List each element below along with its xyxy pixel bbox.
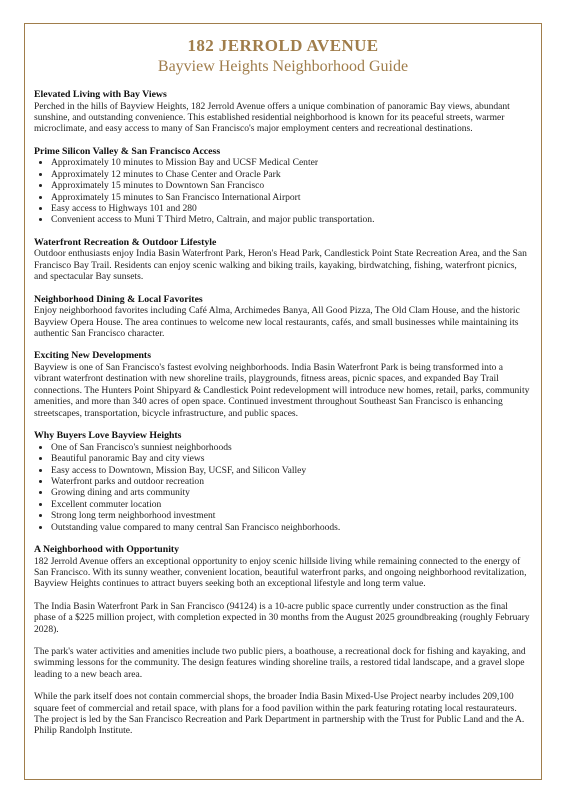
list-item: • Strong long term neighborhood investment (51, 510, 531, 521)
list-item: • Outstanding value compared to many central San Francisco neighborhoods. (51, 522, 531, 533)
list-item: • Beautiful panoramic Bay and city views (51, 453, 531, 464)
list-item: • Approximately 15 minutes to Downtown San Francisco (51, 180, 531, 191)
section-elevated-living (34, 89, 531, 135)
section-paragraph: The India Basin Waterfront Park in San Francisco (94124) is a 10-acre public space currently under construction as the final phase of a $225 million project, with completion expected in 30 months from the August 2025 groundbreaking (roughly February 2028). (34, 600, 530, 635)
list-item: • Waterfront parks and outdoor recreation (51, 476, 531, 487)
list-item: • Approximately 10 minutes to Mission Bay and UCSF Medical Center (51, 157, 531, 168)
document-content (25, 89, 541, 737)
section-developments (34, 350, 531, 419)
list-item: • Growing dining and arts community (51, 487, 531, 498)
section-paragraph: While the park itself does not contain commercial shops, the broader India Basin Mixed-Use Project nearby includes 209,100 square feet of commercial and retail space, with plans for a food pavilion within the park featuring rotating local restaurateurs. The project is led by the San Francisco Recreation and Park Department in partnership with the Trust for Public Land and the A. Philip Randolph Institute. (34, 691, 525, 737)
document-subtitle: Bayview Heights Neighborhood Guide (157, 58, 409, 75)
section-heading: Waterfront Recreation & Outdoor Lifestyle (34, 236, 217, 248)
section-waterfront-recreation (34, 237, 531, 283)
section-heading: Prime Silicon Valley & San Francisco Access (34, 145, 221, 157)
section-heading: Exciting New Developments (34, 350, 152, 362)
section-paragraph: Outdoor enthusiasts enjoy India Basin Waterfront Park, Heron's Head Park, Candlestick Point State Recreation Area, and the San Francisco Bay Trail. Residents can enjoy scenic walking and biking trails, kayaking, birdwatching, fishing, waterfront picnics, and spectacular Bay sunsets. (34, 248, 527, 283)
access-list (34, 157, 531, 225)
document-header (25, 36, 541, 77)
section-paragraph: The park's water activities and amenities include two public piers, a boathouse, a recreational dock for fishing and kayaking, and swimming lessons for the community. The design features winding shoreline trails, a restored tidal landscape, and a gravel slope leading to a new beach area. (34, 645, 526, 680)
list-item: • Excellent commuter location (51, 499, 531, 510)
section-dining (34, 294, 531, 340)
section-paragraph: Perched in the hills of Bayview Heights, 182 Jerrold Avenue offers a unique combination of panoramic Bay views, abundant sunshine, and outstanding convenience. This established residential neighborhood is known for its peaceful streets, warmer microclimate, and easy access to many of San Francisco's major employment centers and recreational destinations. (34, 100, 510, 135)
list-item: • Easy access to Downtown, Mission Bay, UCSF, and Silicon Valley (51, 465, 531, 476)
section-heading: Elevated Living with Bay Views (34, 89, 167, 100)
section-paragraph: Bayview is one of San Francisco's fastest evolving neighborhoods. India Basin Waterfront Park is being transformed into a vibrant waterfront destination with new shoreline trails, playgrounds, fitness areas, picnic spaces, and expanded Bay Trail connections. The Hunters Point Shipyard & Candlestick Point redevelopment will introduce new homes, retail, parks, community amenities, and more than 340 acres of open space. Continued investment throughout Southeast San Francisco is enhancing streetscapes, transportation, bicycle infrastructure, and public spaces. (34, 362, 530, 419)
list-item: • Convenient access to Muni T Third Metro, Caltrain, and major public transportation. (51, 214, 531, 225)
list-item: • One of San Francisco's sunniest neighborhoods (51, 442, 531, 453)
section-heading: Why Buyers Love Bayview Heights (34, 430, 182, 442)
document-page (24, 23, 542, 780)
list-item: • Easy access to Highways 101 and 280 (51, 203, 531, 214)
section-heading: Neighborhood Dining & Local Favorites (34, 293, 203, 305)
buyers-list (34, 442, 531, 533)
list-item: • Approximately 15 minutes to San Francisco International Airport (51, 192, 531, 203)
document-title: 182 JERROLD AVENUE (187, 36, 379, 55)
section-paragraph: Enjoy neighborhood favorites including Café Alma, Archimedes Banya, All Good Pizza, The Old Clam House, and the historic Bayview Opera House. The area continues to welcome new local restaurants, cafés, and small businesses while maintaining its authentic San Francisco character. (34, 305, 520, 340)
list-item: • Approximately 12 minutes to Chase Center and Oracle Park (51, 169, 531, 180)
section-prime-access (34, 146, 531, 226)
section-paragraph: 182 Jerrold Avenue offers an exceptional opportunity to enjoy scenic hillside living while remaining connected to the energy of San Francisco. With its sunny weather, convenient location, beautiful waterfront parks, and ongoing neighborhood revitalization, Bayview Heights continues to attract buyers seeking both an exceptional lifestyle and long term value. (34, 555, 527, 590)
section-opportunity (34, 544, 531, 737)
section-heading: A Neighborhood with Opportunity (34, 543, 180, 555)
section-why-buyers (34, 430, 531, 533)
